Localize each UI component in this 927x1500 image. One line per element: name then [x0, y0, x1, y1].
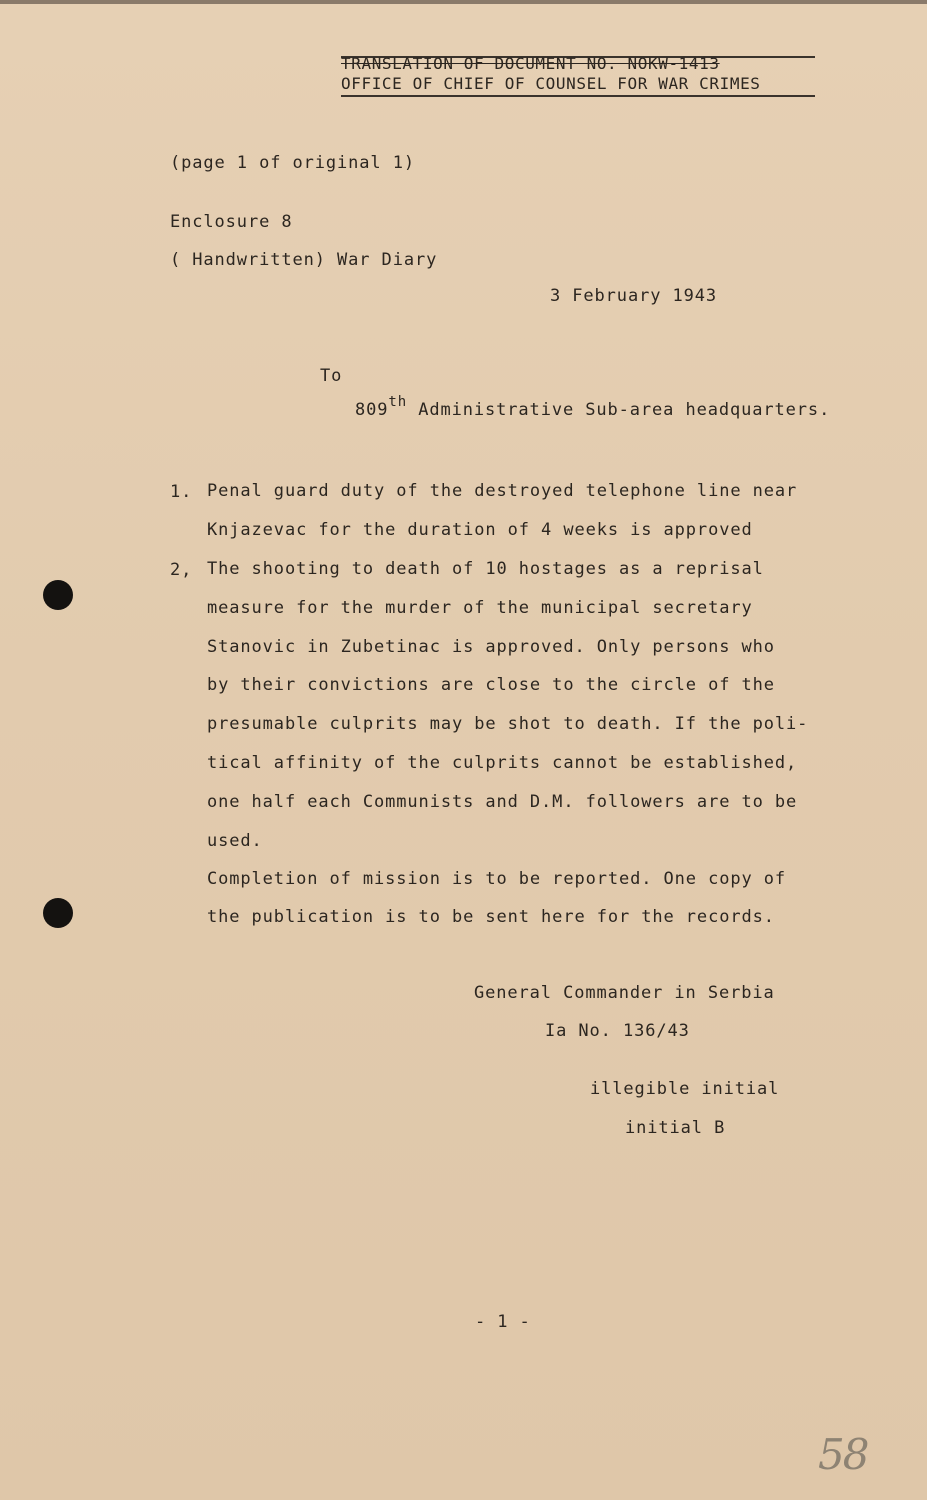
header-rule-bottom — [341, 95, 815, 97]
recipient — [355, 394, 831, 421]
punch-hole — [43, 898, 73, 928]
punch-hole — [43, 580, 73, 610]
signature-authority: General Commander in Serbia — [474, 983, 775, 1003]
item-line: Completion of mission is to be reported. One copy of — [207, 869, 787, 889]
item-line: Knjazevac for the duration of 4 weeks is approved — [207, 520, 753, 540]
recipient-unit: Administrative Sub-area headquarters. — [407, 400, 831, 420]
header-office-line: OFFICE OF CHIEF OF COUNSEL FOR WAR CRIMES — [341, 74, 761, 93]
pencil-page-mark: 58 — [818, 1430, 868, 1479]
item-line: The shooting to death of 10 hostages as a reprisal — [207, 559, 764, 579]
document-type: ( Handwritten) War Diary — [170, 250, 438, 270]
recipient-number: 809 — [355, 400, 389, 420]
item-line: the publication is to be sent here for the records. — [207, 907, 775, 927]
item-line: tical affinity of the culprits cannot be established, — [207, 753, 798, 773]
top-edge — [0, 0, 927, 4]
item-line: Penal guard duty of the destroyed telephone line near — [207, 481, 798, 501]
header-translation-line: TRANSLATION OF DOCUMENT NO. NOKW-1413 — [341, 54, 720, 73]
item-line: presumable culprits may be shot to death. If the poli- — [207, 714, 809, 734]
to-label: To — [320, 366, 343, 386]
item-line: measure for the murder of the municipal secretary — [207, 598, 753, 618]
signature-initial-illegible: illegible initial — [590, 1079, 780, 1099]
signature-initial-b: initial B — [625, 1118, 726, 1138]
recipient-ordinal: th — [388, 394, 408, 410]
item-number: 2, — [170, 560, 193, 580]
document-date: 3 February 1943 — [550, 286, 718, 306]
signature-reference: Ia No. 136/43 — [545, 1021, 690, 1041]
item-line: one half each Communists and D.M. followers are to be — [207, 792, 798, 812]
item-line: used. — [207, 831, 263, 851]
item-line: Stanovic in Zubetinac is approved. Only persons who — [207, 637, 775, 657]
enclosure-label: Enclosure 8 — [170, 212, 293, 232]
item-line: by their convictions are close to the circle of the — [207, 675, 775, 695]
page-of-original: (page 1 of original 1) — [170, 153, 415, 173]
page-number: - 1 - — [475, 1312, 531, 1332]
item-number: 1. — [170, 482, 193, 502]
